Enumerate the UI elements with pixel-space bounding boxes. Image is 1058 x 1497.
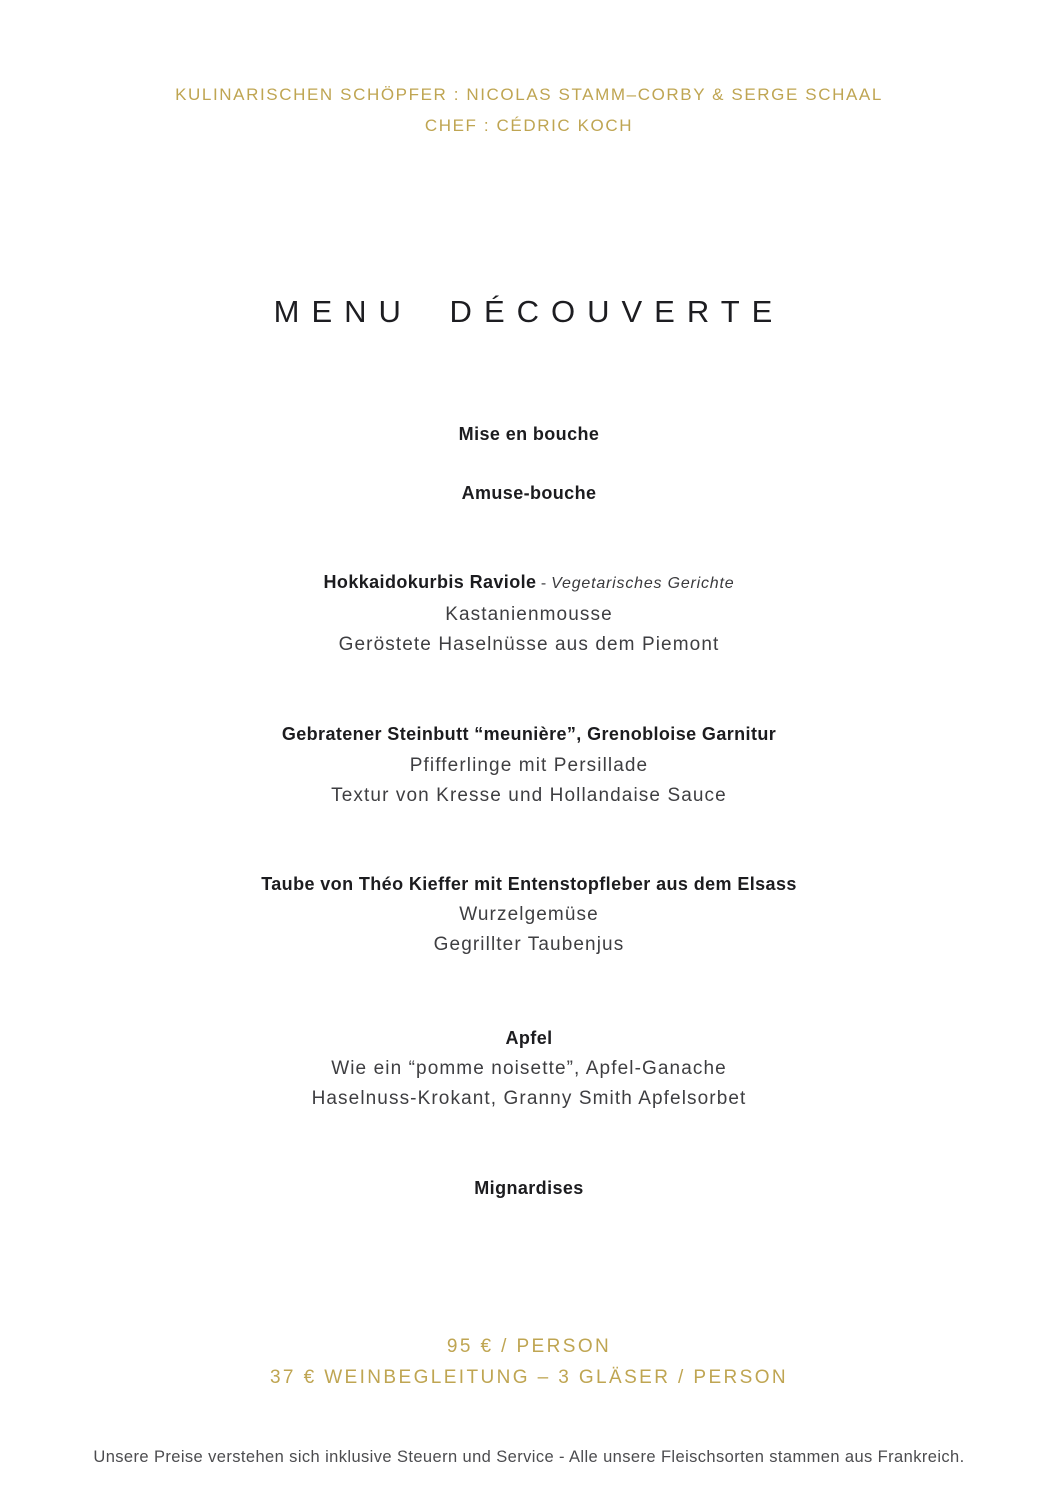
wine-pairing-price: 37 € WEINBEGLEITUNG – 3 GLÄSER / PERSON bbox=[269, 1367, 789, 1388]
menu-price: 95 € / PERSON bbox=[446, 1336, 612, 1357]
course-detail: Textur von Kresse und Hollandaise Sauce bbox=[331, 785, 727, 806]
course-name-raviole: Hokkaidokurbis Raviole bbox=[323, 572, 537, 592]
course-title-raviole bbox=[0, 572, 1058, 593]
course-note-vegetarian: Vegetarisches Gerichte bbox=[551, 575, 735, 592]
course-detail: Pfifferlinge mit Persillade bbox=[409, 755, 649, 776]
course-detail: Wurzelgemüse bbox=[459, 904, 599, 925]
page-title: MENU DÉCOUVERTE bbox=[273, 294, 785, 329]
course-name-amuse-bouche: Amuse-bouche bbox=[461, 483, 597, 503]
footer-note: Unsere Preise verstehen sich inklusive Steuern und Service - Alle unsere Fleischsorten stammen aus Frankreich. bbox=[93, 1448, 965, 1466]
course-detail: Kastanienmousse bbox=[445, 604, 613, 625]
course-detail: Haselnuss-Krokant, Granny Smith Apfelsorbet bbox=[311, 1088, 747, 1109]
course-note-separator: - bbox=[540, 575, 547, 592]
course-name-taube: Taube von Théo Kieffer mit Entenstopfleber aus dem Elsass bbox=[261, 874, 797, 894]
chef-line: CHEF : CÉDRIC KOCH bbox=[424, 116, 634, 135]
course-detail: Gegrillter Taubenjus bbox=[433, 934, 625, 955]
course-name-apfel: Apfel bbox=[505, 1028, 553, 1048]
creators-line: KULINARISCHEN SCHÖPFER : NICOLAS STAMM–CORBY & SERGE SCHAAL bbox=[175, 85, 883, 104]
course-name-mise-en-bouche: Mise en bouche bbox=[458, 424, 600, 444]
course-name-steinbutt: Gebratener Steinbutt “meunière”, Grenobloise Garnitur bbox=[281, 724, 777, 744]
course-name-mignardises: Mignardises bbox=[474, 1178, 584, 1198]
course-detail: Geröstete Haselnüsse aus dem Piemont bbox=[338, 634, 720, 655]
course-detail: Wie ein “pomme noisette”, Apfel-Ganache bbox=[331, 1058, 727, 1079]
